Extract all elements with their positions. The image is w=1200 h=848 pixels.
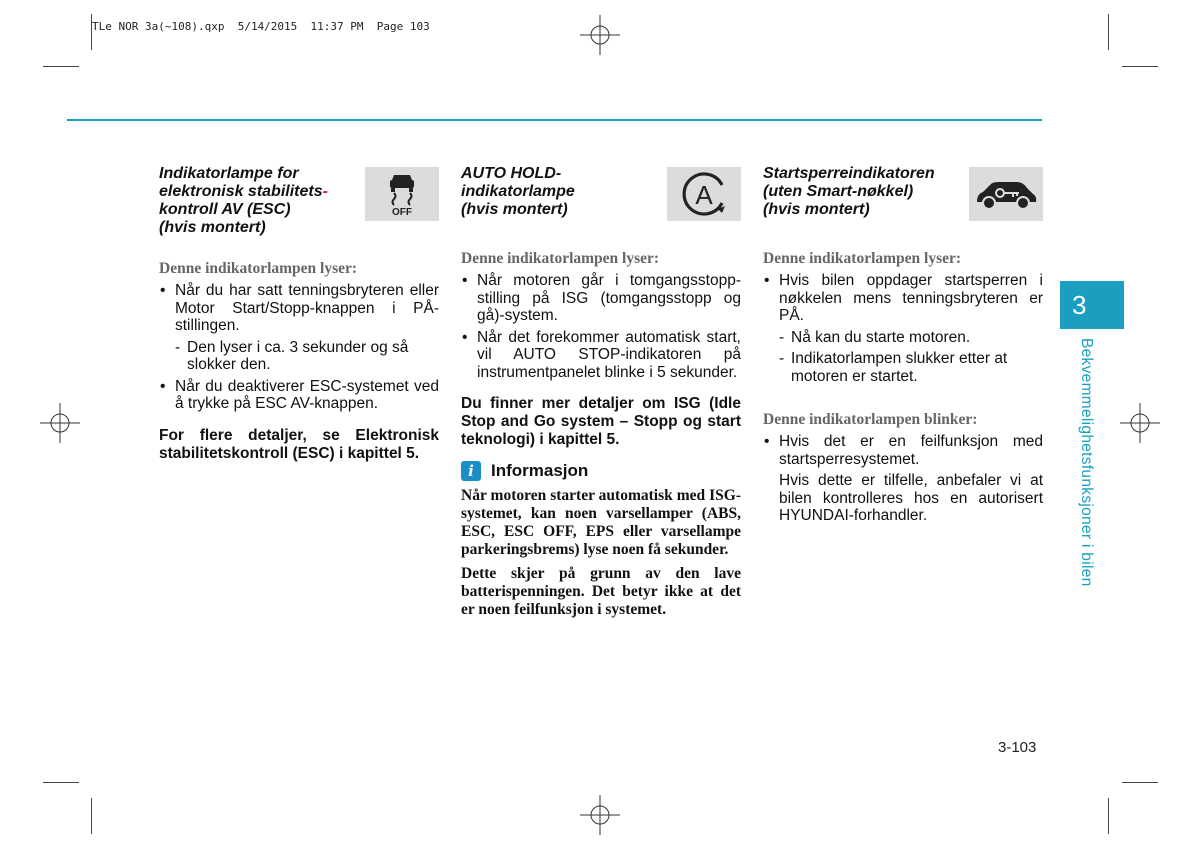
column-esc-off [159,165,439,463]
sub-list-item: - Nå kan du starte motoren. [763,329,1043,347]
list-item: • Når du har satt tenningsbryteren eller Motor Start/Stopp-knappen i PÅ- stillingen. [159,282,439,335]
section-title [461,165,656,219]
esc-off-icon [365,167,439,221]
title-line [159,183,354,201]
crop-mark [91,798,92,834]
registration-mark-right [1120,403,1160,443]
crop-mark [43,66,79,67]
section-heading: Denne indikatorlampen lyser: [461,250,660,267]
title-line: (hvis montert) [461,201,568,218]
section-heading: Denne indikatorlampen blinker: [763,411,978,428]
title-line: Indikatorlampe for [159,165,299,182]
crop-mark [1122,66,1158,67]
icon-label: OFF [392,207,412,217]
list-item: • Når motoren går i tomgangsstopp-stilling på ISG (tomgangsstopp og gå)-system. [461,272,741,325]
title-line: (hvis montert) [159,219,266,236]
page-number: 3-103 [998,739,1037,756]
section-heading: Denne indikatorlampen lyser: [763,250,962,267]
paragraph: Hvis dette er tilfelle, anbefaler vi at bilen kontrolleres hos en autorisert HYUNDAI-forhandler. [779,472,1043,524]
crop-mark [43,782,79,783]
info-title: Informasjon [491,461,589,480]
info-paragraph: Når motoren starter automatisk med ISG-systemet, kan noen varsellamper (ABS, ESC, ESC OFF, EPS eller varsellampe parkeringsbrems) lyse noen få sekunder. [461,487,741,558]
list-item: • Når du deaktiverer ESC-systemet ved å trykke på ESC AV-knappen. [159,378,439,413]
crop-mark [91,14,92,50]
crop-mark [1122,782,1158,783]
list-item: • Når det forekommer automatisk start, vil AUTO STOP-indikatoren på instrumentpanelet blinke i 5 sekunder. [461,329,741,382]
crop-mark [1108,14,1109,50]
column-auto-hold [461,165,741,625]
reference-note: For flere detaljer, se Elektronisk stabilitetskontroll (ESC) i kapittel 5. [159,426,439,462]
hyphen: - [322,183,328,200]
chapter-number-tab: 3 [1060,281,1124,329]
title-line: indikatorlampe [461,183,575,200]
chapter-title: Bekvemmelighetsfunksjoner i bilen [1078,338,1095,587]
auto-hold-icon [667,167,741,221]
crop-mark [1108,798,1109,834]
title-line: Startsperreindikatoren [763,165,935,182]
title-line: (hvis montert) [763,201,870,218]
reference-note: Du finner mer detaljer om ISG (Idle Stop and Go system – Stopp og start teknologi) i kapittel 5. [461,395,741,448]
title-line: kontroll AV (ESC) [159,201,291,218]
title-line: (uten Smart-nøkkel) [763,183,914,200]
info-paragraph: Dette skjer på grunn av den lave batterispenningen. Det betyr ikke at det er noen feilfunksjon i systemet. [461,565,741,618]
sub-list-item: - Den lyser i ca. 3 sekunder og så slokker den. [159,339,439,374]
title-line: AUTO HOLD- [461,165,562,182]
printer-slug: TLe NOR 3a(~108).qxp 5/14/2015 11:37 PM Page 103 [92,20,430,33]
sub-list-item: - Indikatorlampen slukker etter at motoren er startet. [763,350,1043,385]
section-title [159,165,354,237]
svg-text:A: A [695,180,713,210]
list-item: • Hvis bilen oppdager startsperren i nøkkelen mens tenningsbryteren er PÅ. [763,272,1043,325]
registration-mark-bottom [580,795,620,835]
info-icon: i [461,461,481,481]
title-text: elektronisk stabilitets [159,183,323,200]
immobilizer-icon [969,167,1043,221]
section-heading: Denne indikatorlampen lyser: [159,260,358,277]
section-title [763,165,958,219]
info-header [461,461,741,481]
header-rule [67,119,1042,121]
list-item: • Hvis det er en feilfunksjon med startsperresystemet. [763,433,1043,468]
registration-mark-top [580,15,620,55]
registration-mark-left [40,403,80,443]
column-immobilizer [763,165,1043,525]
